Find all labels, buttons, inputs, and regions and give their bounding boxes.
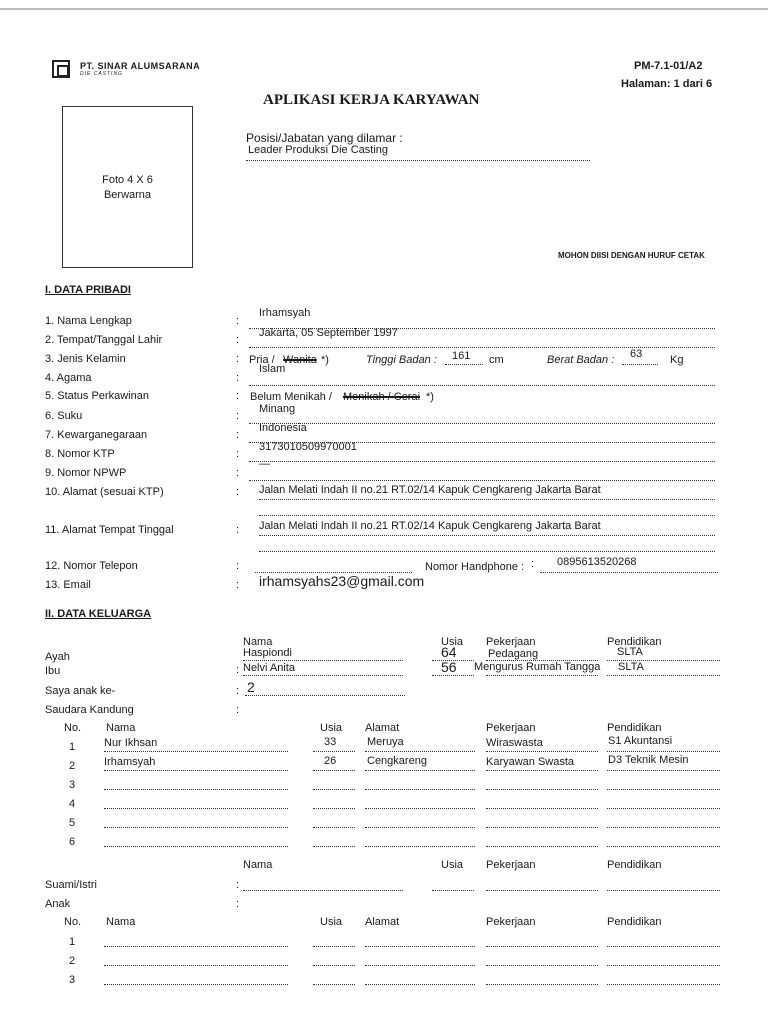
ethnicity-colon: : [236, 410, 240, 422]
child-name-line [104, 984, 288, 985]
height-label: Tinggi Badan : [366, 354, 437, 366]
email-value[interactable]: irhamsyahs23@gmail.com [259, 573, 425, 589]
child-edu-line [607, 965, 720, 966]
gender-wanita: Wanita [283, 354, 317, 366]
npwp-number-line [249, 480, 715, 481]
marital-marker: *) [426, 391, 434, 403]
sibling-name-line [104, 789, 288, 790]
col-head-nama: Nama [243, 636, 273, 648]
sib-head-nama: Nama [106, 722, 136, 734]
address-home-label: 11. Alamat Tempat Tinggal [45, 524, 174, 536]
ethnicity-value[interactable]: Minang [259, 403, 296, 415]
ktp-number-colon: : [236, 448, 240, 460]
sibling-job-line [486, 846, 598, 847]
position-label: Posisi/Jabatan yang dilamar : [246, 131, 403, 145]
sibling-name-line [104, 827, 288, 828]
citizenship-label: 7. Kewarganegaraan [45, 429, 148, 441]
child-address-line [365, 946, 475, 947]
address-ktp-line-1 [259, 499, 715, 500]
ktp-number-line [249, 461, 715, 462]
mother-edu[interactable]: SLTA [618, 661, 644, 673]
mother-edu-line [607, 675, 720, 676]
sibling-age-line [313, 770, 355, 771]
siblings-colon: : [236, 704, 240, 716]
spouse-head-pendidikan: Pendidikan [607, 859, 662, 871]
child-age-line [313, 984, 355, 985]
sibling-name[interactable]: Irhamsyah [104, 756, 156, 768]
sibling-name-line [104, 770, 288, 771]
child-head-no: No. [64, 916, 82, 928]
religion-label: 4. Agama [45, 372, 92, 384]
sibling-no: 4 [69, 798, 76, 810]
gender-label: 3. Jenis Kelamin [45, 353, 126, 365]
name-label: 1. Nama Lengkap [45, 315, 132, 327]
citizenship-value[interactable]: Indonesia [259, 422, 307, 434]
page-indicator: Halaman: 1 dari 6 [621, 78, 713, 90]
address-ktp-value[interactable]: Jalan Melati Indah II no.21 RT.02/14 Kapuk Cengkareng Jakarta Barat [259, 484, 601, 496]
sib-head-pekerjaan: Pekerjaan [486, 722, 536, 734]
child-job-line [486, 946, 598, 947]
father-name[interactable]: Haspiondi [243, 647, 292, 659]
ktp-number-label: 8. Nomor KTP [45, 448, 115, 460]
sibling-edu[interactable]: S1 Akuntansi [608, 735, 673, 747]
child-head-alamat: Alamat [365, 916, 400, 928]
weight-line [622, 364, 658, 365]
weight-value[interactable]: 63 [630, 348, 643, 360]
child-head-pendidikan: Pendidikan [607, 916, 662, 928]
handphone-label: Nomor Handphone : [425, 561, 525, 573]
ethnicity-line [249, 423, 715, 424]
child-head-pekerjaan: Pekerjaan [486, 916, 536, 928]
sibling-age[interactable]: 26 [324, 755, 337, 767]
sibling-job-line [486, 827, 598, 828]
siblings-label: Saudara Kandung [45, 704, 134, 716]
child-edu-line [607, 984, 720, 985]
sibling-edu-line [607, 846, 720, 847]
spouse-name-line [243, 890, 403, 891]
spouse-label: Suami/Istri [45, 879, 97, 891]
mother-label: Ibu [45, 665, 61, 677]
npwp-number-label: 9. Nomor NPWP [45, 467, 127, 479]
children-label: Anak [45, 898, 71, 910]
sibling-name-line [104, 846, 288, 847]
company-subtitle: DIE CASTING [80, 71, 123, 77]
scan-edge-line [0, 8, 768, 10]
sibling-no: 2 [69, 760, 76, 772]
sibling-address[interactable]: Meruya [367, 736, 404, 748]
sibling-edu-line [607, 789, 720, 790]
sibling-age-line [313, 846, 355, 847]
print-notice: MOHON DIISI DENGAN HURUF CETAK [558, 251, 705, 260]
sibling-address-line [365, 808, 475, 809]
sibling-job-line [486, 808, 598, 809]
sibling-address-line [365, 751, 475, 752]
address-ktp-line-2 [259, 515, 715, 516]
gender-colon: : [236, 353, 240, 365]
col-head-pendidikan: Pendidikan [607, 636, 662, 648]
child-edu-line [607, 946, 720, 947]
sibling-edu-line [607, 751, 720, 752]
child-name-line [104, 946, 288, 947]
marital-label: 5. Status Perkawinan [45, 390, 149, 402]
col-head-pekerjaan: Pekerjaan [486, 636, 536, 648]
ethnicity-label: 6. Suku [45, 410, 83, 422]
height-unit: cm [489, 354, 504, 366]
religion-line [249, 385, 715, 386]
photo-box [62, 106, 193, 268]
child-head-usia: Usia [320, 916, 343, 928]
form-title: APLIKASI KERJA KARYAWAN [263, 92, 480, 108]
sibling-age[interactable]: 33 [324, 736, 337, 748]
mother-age[interactable]: 56 [441, 659, 457, 675]
sibling-address-line [365, 789, 475, 790]
sibling-address-line [365, 846, 475, 847]
sibling-edu[interactable]: D3 Teknik Mesin [608, 754, 689, 766]
child-job-line [486, 984, 598, 985]
sibling-age-line [313, 827, 355, 828]
sibling-job-line [486, 770, 598, 771]
spouse-age-line [432, 890, 474, 891]
sibling-name[interactable]: Nur Ikhsan [104, 737, 158, 749]
sib-head-usia: Usia [320, 722, 343, 734]
birth-colon: : [236, 334, 240, 346]
address-home-colon: : [236, 524, 240, 536]
name-value[interactable]: Irhamsyah [259, 307, 311, 319]
weight-unit: Kg [670, 354, 684, 366]
citizenship-colon: : [236, 429, 240, 441]
address-home-value[interactable]: Jalan Melati Indah II no.21 RT.02/14 Kapuk Cengkareng Jakarta Barat [259, 520, 601, 532]
sibling-age-line [313, 808, 355, 809]
sibling-edu-line [607, 770, 720, 771]
sibling-no: 1 [69, 741, 76, 753]
mother-job[interactable]: Mengurus Rumah Tangga [474, 661, 601, 673]
col-head-usia: Usia [441, 636, 464, 648]
father-edu[interactable]: SLTA [617, 646, 643, 658]
child-head-nama: Nama [106, 916, 136, 928]
phone-label: 12. Nomor Telepon [45, 560, 138, 572]
spouse-edu-line [607, 890, 720, 891]
sibling-address[interactable]: Cengkareng [367, 755, 427, 767]
sibling-address-line [365, 827, 475, 828]
child-address-line [365, 984, 475, 985]
child-job-line [486, 965, 598, 966]
sibling-no: 3 [69, 779, 76, 791]
birth-value[interactable]: Jakarta, 05 September 1997 [259, 327, 398, 339]
address-ktp-colon: : [236, 486, 240, 498]
sibling-edu-line [607, 808, 720, 809]
sib-head-alamat: Alamat [365, 722, 400, 734]
marital-menikah-cerai: Menikah / Cerai [343, 391, 421, 403]
sib-head-no: No. [64, 722, 82, 734]
email-label: 13. Email [45, 579, 91, 591]
child-order-line [245, 695, 405, 696]
sibling-age-line [313, 789, 355, 790]
sibling-job-line [486, 751, 598, 752]
child-no: 3 [69, 974, 76, 986]
npwp-number-colon: : [236, 467, 240, 479]
child-order-colon: : [236, 685, 240, 697]
phone-colon: : [236, 560, 240, 572]
spouse-head-usia: Usia [441, 859, 464, 871]
mother-name-line [243, 675, 403, 676]
child-order-value[interactable]: 2 [247, 679, 255, 695]
children-colon: : [236, 898, 240, 910]
handphone-line [540, 572, 718, 573]
position-value[interactable]: Leader Produksi Die Casting [248, 144, 389, 156]
form-code: PM-7.1-01/A2 [634, 60, 703, 72]
name-colon: : [236, 315, 240, 327]
sibling-edu-line [607, 827, 720, 828]
marital-belum[interactable]: Belum Menikah / [250, 391, 332, 403]
email-colon: : [236, 579, 240, 591]
sibling-address-line [365, 770, 475, 771]
father-label: Ayah [45, 651, 70, 663]
mother-job-line [486, 675, 598, 676]
child-age-line [313, 946, 355, 947]
ktp-number-value[interactable]: 3173010509970001 [259, 441, 357, 453]
father-name-line [243, 660, 403, 661]
height-line [445, 364, 483, 365]
height-value[interactable]: 161 [452, 350, 471, 362]
child-no: 2 [69, 955, 76, 967]
sibling-job[interactable]: Karyawan Swasta [486, 756, 575, 768]
father-job[interactable]: Pedagang [488, 648, 539, 660]
handphone-value[interactable]: 0895613520268 [557, 556, 637, 568]
company-name: PT. SINAR ALUMSARANA [80, 61, 201, 71]
sibling-name-line [104, 751, 288, 752]
weight-label: Berat Badan : [547, 354, 615, 366]
address-home-line-2 [259, 551, 715, 552]
company-logo [52, 60, 70, 78]
marital-colon: : [236, 390, 240, 402]
sibling-no: 5 [69, 817, 76, 829]
gender-marker: *) [321, 354, 329, 366]
sibling-age-line [313, 751, 355, 752]
father-age[interactable]: 64 [441, 644, 457, 660]
section-data-pribadi-title: I. DATA PRIBADI [45, 284, 131, 296]
spouse-colon: : [236, 879, 240, 891]
handphone-colon-line: : [531, 558, 535, 570]
mother-name[interactable]: Nelvi Anita [243, 662, 295, 674]
child-no: 1 [69, 936, 76, 948]
gender-pria[interactable]: Pria / [249, 354, 275, 366]
sibling-name-line [104, 808, 288, 809]
address-home-line-1 [259, 535, 715, 536]
section-data-keluarga-title: II. DATA KELUARGA [45, 608, 152, 620]
mother-age-line [432, 675, 474, 676]
sibling-job-line [486, 789, 598, 790]
birth-label: 2. Tempat/Tanggal Lahir [45, 334, 163, 346]
spouse-head-nama: Nama [243, 859, 273, 871]
sibling-job[interactable]: Wiraswasta [486, 737, 543, 749]
child-name-line [104, 965, 288, 966]
npwp-number-value[interactable]: — [259, 458, 270, 470]
photo-label-line1: Foto 4 X 6 [102, 174, 153, 186]
spouse-job-line [486, 890, 598, 891]
child-order-label: Saya anak ke- [45, 685, 116, 697]
position-line [246, 160, 590, 161]
photo-label-line2: Berwarna [103, 189, 152, 201]
mother-colon: : [236, 664, 240, 676]
child-address-line [365, 965, 475, 966]
address-ktp-label: 10. Alamat (sesuai KTP) [45, 486, 164, 498]
religion-colon: : [236, 372, 240, 384]
religion-value[interactable]: Islam [259, 363, 286, 375]
spouse-head-pekerjaan: Pekerjaan [486, 859, 536, 871]
child-age-line [313, 965, 355, 966]
sib-head-pendidikan: Pendidikan [607, 722, 662, 734]
sibling-no: 6 [69, 836, 76, 848]
birth-line [249, 347, 715, 348]
